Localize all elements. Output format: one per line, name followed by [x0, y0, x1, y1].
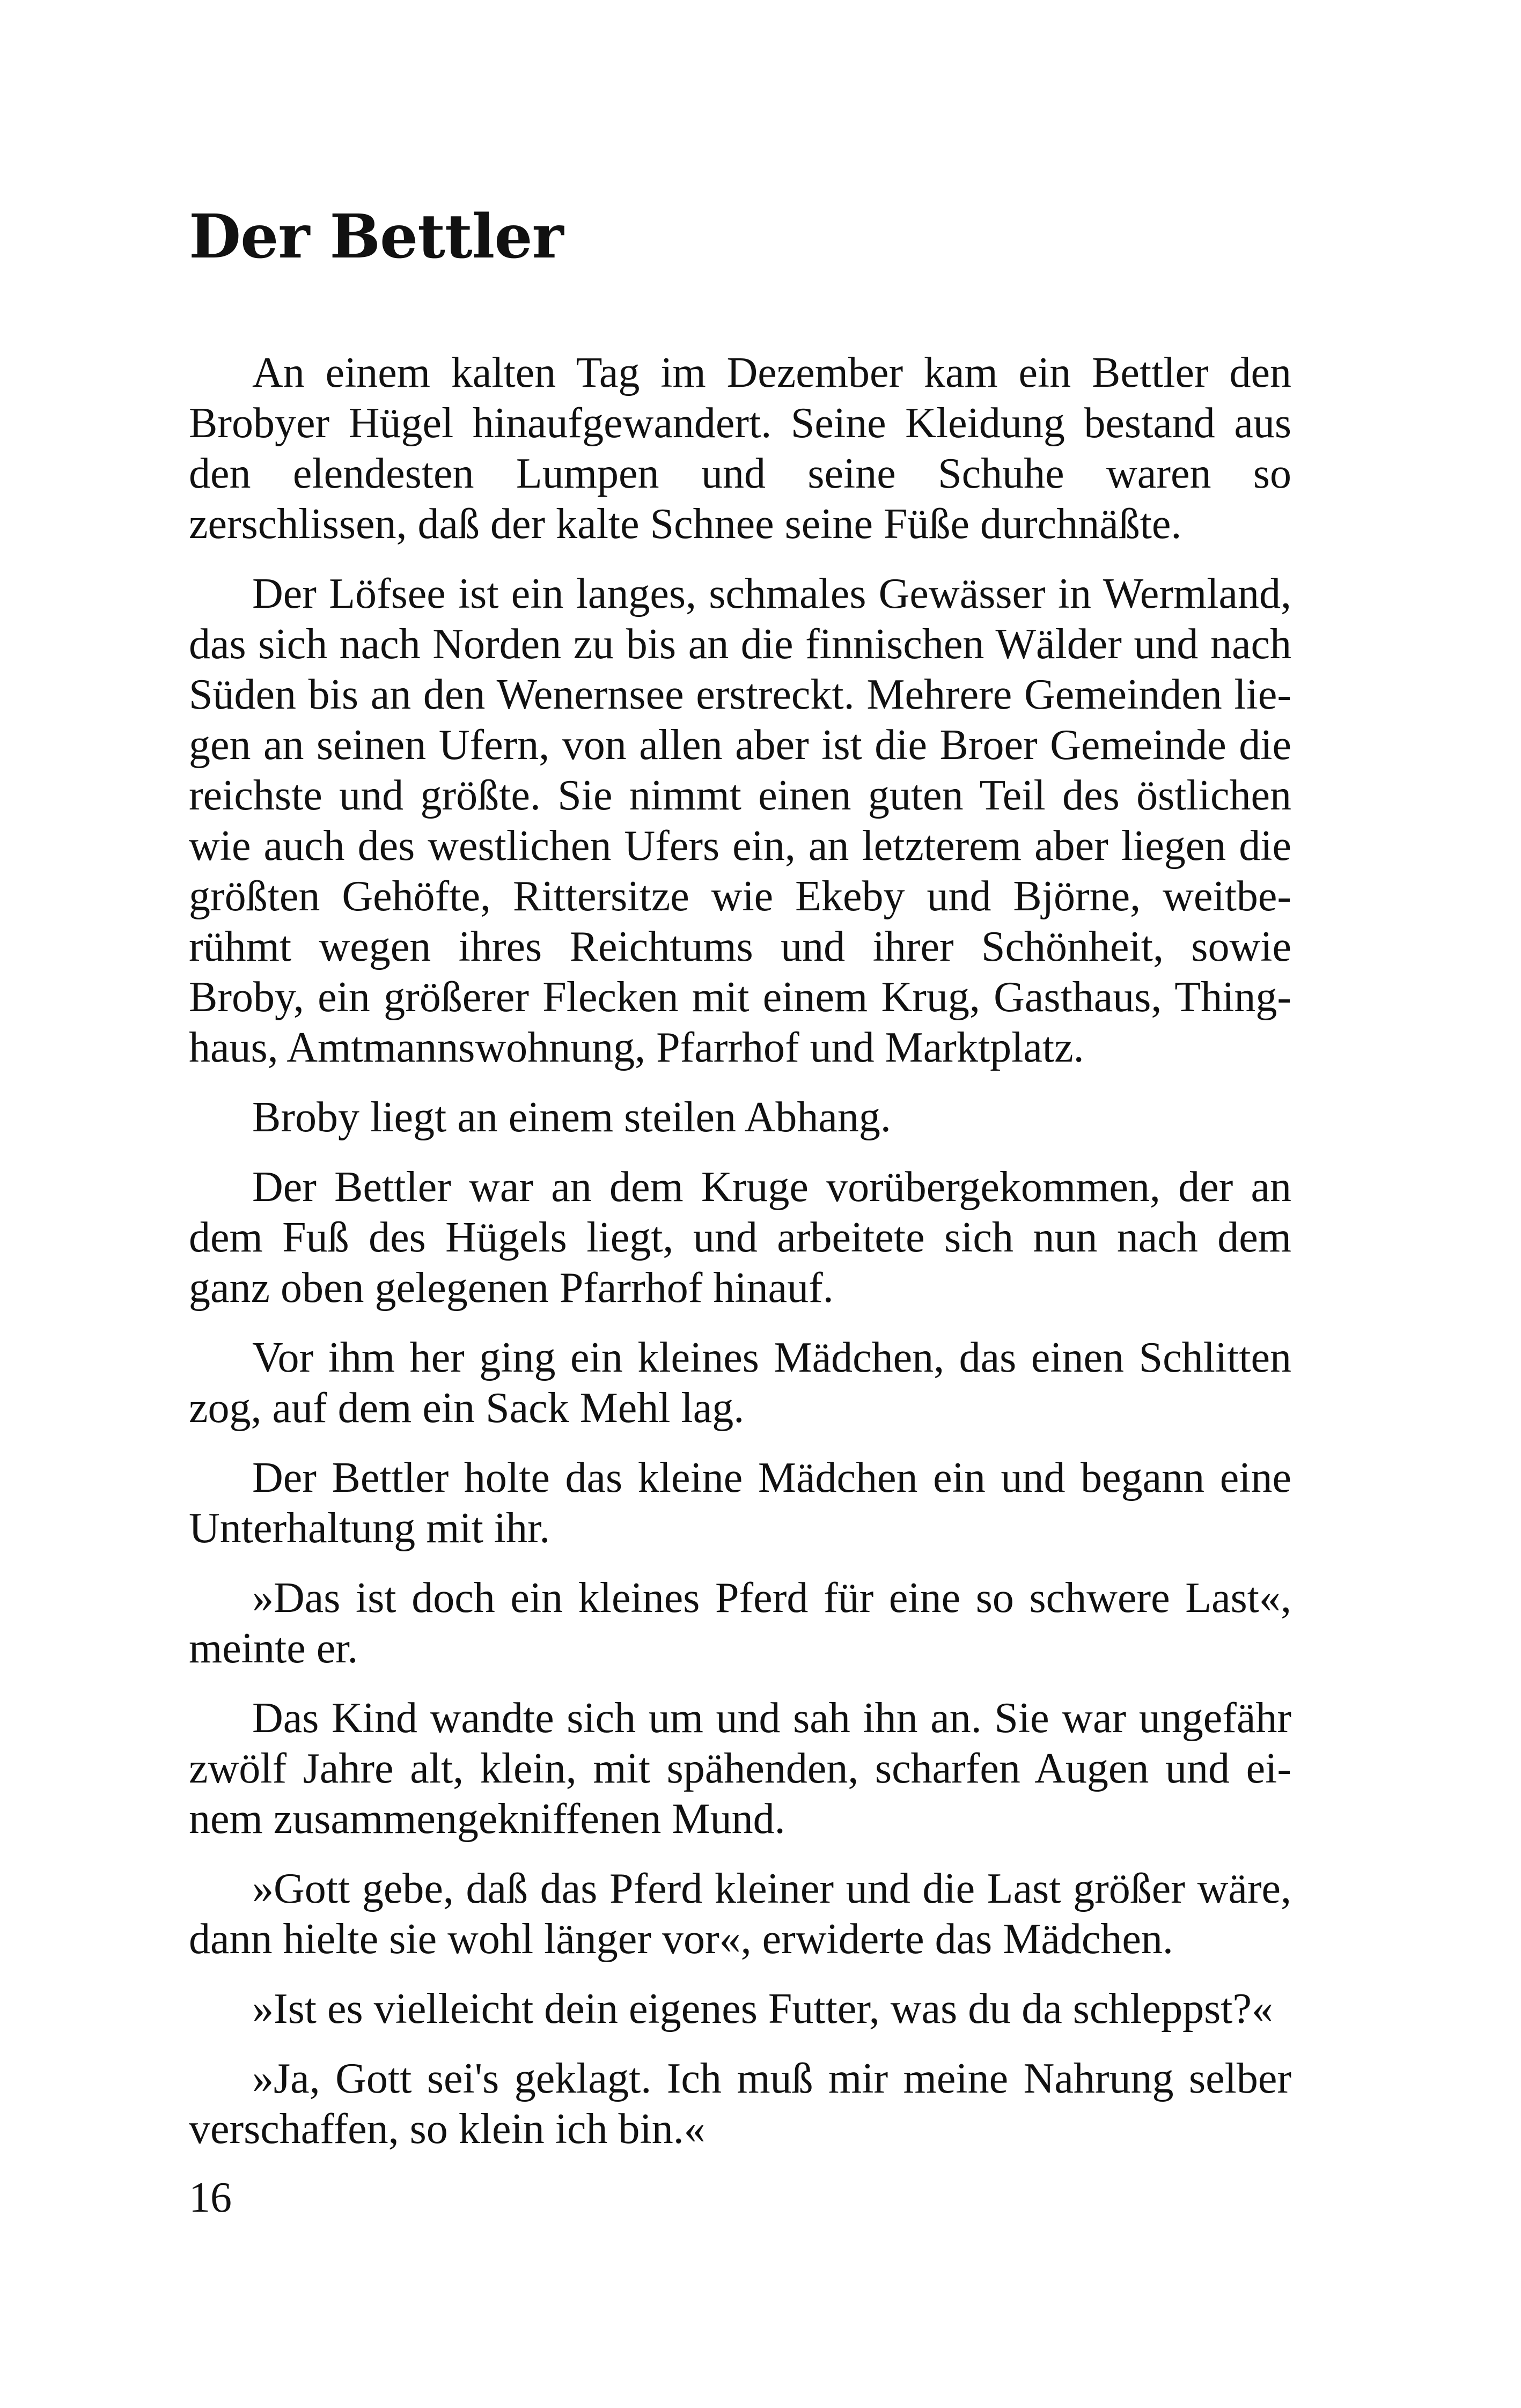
paragraph: Der Löfsee ist ein langes, schmales Gewässer in Wermland, das sich nach Norden zu bis an die finnischen Wälder und nach Süden bis an den Wenernsee erstreckt. Mehrere Gemeinden liegen an seinen Ufern, von allen aber ist die Broer Gemeinde die reichste und größte. Sie nimmt einen guten Teil des östlichen wie auch des westlichen Ufers ein, an letzterem aber liegen die größten Gehöfte, Rittersitze wie Ekeby und Björne, weitberühmt wegen ihres Reichtums und ihrer Schönheit, sowie Broby, ein größerer Flecken mit einem Krug, Gasthaus, Thinghaus, Amtmannswohnung, Pfarrhof und Marktplatz. — [189, 570, 1291, 1072]
paragraph: »Ist es vielleicht dein eigenes Futter, was du da schleppst?« — [252, 1985, 1273, 2033]
paragraph: Das Kind wandte sich um und sah ihn an. Sie war ungefähr zwölf Jahre alt, klein, mit spähenden, scharfen Augen und einem zusammengekniffenen Mund. — [189, 1695, 1291, 1843]
paragraph: Der Bettler war an dem Kruge vorübergekommen, der an dem Fuß des Hügels liegt, und arbeitete sich nun nach dem ganz oben gelegenen Pfarrhof hinauf. — [189, 1164, 1291, 1312]
paragraph: »Ja, Gott sei's geklagt. Ich muß mir meine Nahrung selber verschaffen, so klein ich bin.« — [189, 2055, 1291, 2153]
book-page — [189, 204, 1291, 2174]
paragraph: Der Bettler holte das kleine Mädchen ein und begann eine Unterhaltung mit ihr. — [189, 1454, 1291, 1552]
paragraph: »Gott gebe, daß das Pferd kleiner und die Last größer wäre, dann hielte sie wohl länger vor«, erwiderte das Mädchen. — [189, 1865, 1291, 1963]
chapter-title: Der Bettler — [189, 202, 563, 272]
page-number: 16 — [189, 2174, 232, 2221]
chapter-body — [189, 348, 1291, 2154]
paragraph: Vor ihm her ging ein kleines Mädchen, das einen Schlitten zog, auf dem ein Sack Mehl lag. — [189, 1334, 1291, 1432]
paragraph: »Das ist doch ein kleines Pferd für eine so schwere Last«, meinte er. — [189, 1574, 1291, 1673]
paragraph: Broby liegt an einem steilen Abhang. — [252, 1094, 891, 1142]
paragraph: An einem kalten Tag im Dezember kam ein Bettler den Brobyer Hügel hinaufgewandert. Seine Kleidung bestand aus den elendesten Lumpen und seine Schuhe waren so zerschlissen, daß der kalte Schnee seine Füße durchnäßte. — [189, 349, 1291, 548]
